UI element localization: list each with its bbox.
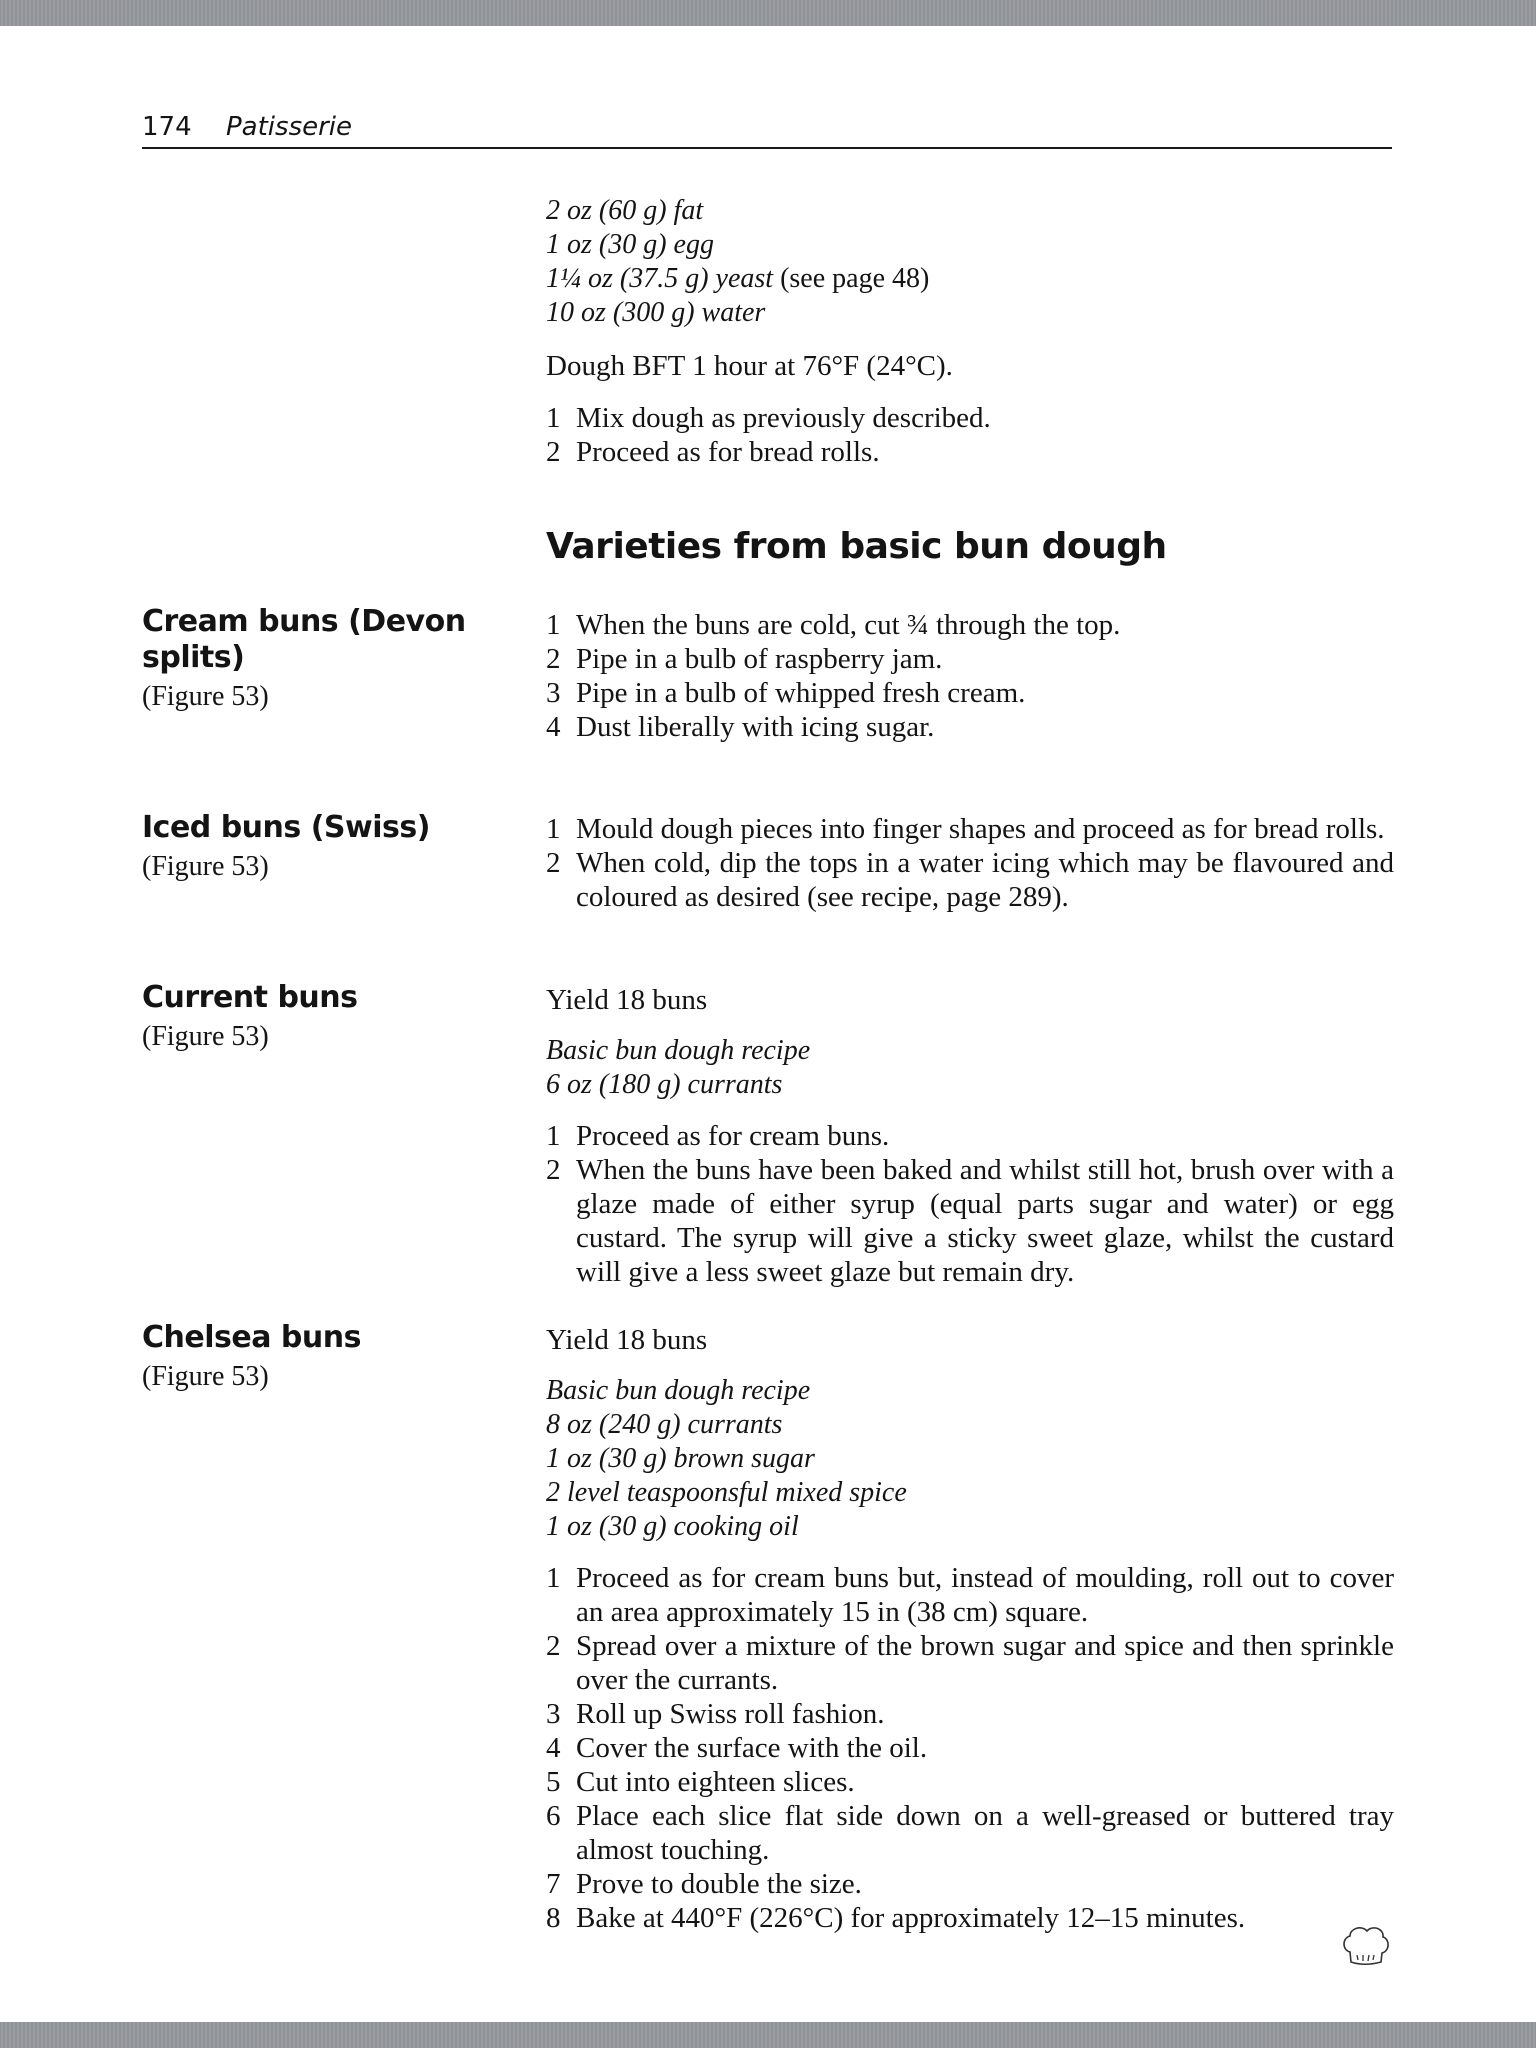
yield-line: Yield 18 buns [546, 1324, 708, 1356]
recipe-title: Cream buns (Devon splits) [142, 604, 466, 675]
ingredient-line: 8 oz (240 g) currants [546, 1409, 783, 1440]
ingredient-line: 10 oz (300 g) water [546, 297, 766, 328]
method-step: 6 Place each slice flat side down on a well-greased or buttered tray almost touching. [546, 1800, 1394, 1866]
ingredient-line: 1 oz (30 g) cooking oil [546, 1511, 799, 1542]
method-step: 2 Proceed as for bread rolls. [546, 436, 880, 468]
current-buns-steps [546, 1119, 1394, 1289]
running-title: Patisserie [226, 112, 353, 142]
method-step: 1 Proceed as for cream buns. [546, 1120, 890, 1152]
yield-line: Yield 18 buns [546, 984, 708, 1016]
figure-reference: (Figure 53) [142, 681, 269, 712]
recipe-title-chelsea-buns [142, 1320, 482, 1394]
page-header [142, 110, 1392, 150]
top-ingredients [546, 194, 1394, 330]
recipe-title: Iced buns (Swiss) [142, 810, 430, 845]
chelsea-buns-ingredients [546, 1374, 1394, 1544]
ingredient-line: 2 oz (60 g) fat [546, 195, 704, 226]
method-step: 7 Prove to double the size. [546, 1868, 862, 1900]
recipe-title-current-buns [142, 980, 482, 1054]
figure-reference: (Figure 53) [142, 1021, 269, 1052]
figure-reference: (Figure 53) [142, 1361, 269, 1392]
recipe-title: Current buns [142, 980, 358, 1015]
method-step: 4 Dust liberally with icing sugar. [546, 711, 935, 743]
cream-buns-steps [546, 608, 1394, 744]
method-step: 1 Mix dough as previously described. [546, 402, 991, 434]
chelsea-buns-steps [546, 1561, 1394, 1935]
method-step: 2 When the buns have been baked and whilst still hot, brush over with a glaze made of either syrup (equal parts sugar and water) or egg custard. The syrup will give a sticky sweet glaze, whilst the custard will give a less sweet glaze but remain dry. [546, 1154, 1394, 1288]
chef-hat-icon [1340, 1922, 1392, 1968]
method-step: 2 Spread over a mixture of the brown sugar and spice and then sprinkle over the currants. [546, 1630, 1394, 1696]
figure-reference: (Figure 53) [142, 851, 269, 882]
method-step: 2 When cold, dip the tops in a water icing which may be flavoured and coloured as desired (see recipe, page 289). [546, 847, 1394, 913]
recipe-title-cream-buns [142, 604, 482, 714]
recipe-title-iced-buns [142, 810, 482, 884]
method-step: 1 Mould dough pieces into finger shapes and proceed as for bread rolls. [546, 813, 1385, 845]
method-step: 8 Bake at 440°F (226°C) for approximately 12–15 minutes. [546, 1902, 1246, 1934]
method-step: 5 Cut into eighteen slices. [546, 1766, 855, 1798]
header-rule [142, 147, 1392, 149]
ingredient-line: 2 level teaspoonsful mixed spice [546, 1477, 907, 1508]
method-step: 2 Pipe in a bulb of raspberry jam. [546, 643, 943, 675]
iced-buns-steps [546, 812, 1394, 914]
method-step: 3 Roll up Swiss roll fashion. [546, 1698, 885, 1730]
method-step: 4 Cover the surface with the oil. [546, 1732, 928, 1764]
section-heading: Varieties from basic bun dough [546, 526, 1167, 567]
ingredient-line: Basic bun dough recipe [546, 1375, 811, 1406]
page-number: 174 [142, 112, 192, 142]
viewer-bottom-bar [0, 2022, 1536, 2048]
dough-note: Dough BFT 1 hour at 76°F (24°C). [546, 350, 953, 382]
ingredient-line: Basic bun dough recipe [546, 1035, 811, 1066]
method-step: 1 Proceed as for cream buns but, instead of moulding, roll out to cover an area approximately 15 in (38 cm) square. [546, 1562, 1394, 1628]
ingredient-line: 1¼ oz (37.5 g) yeast (see page 48) [546, 263, 930, 294]
current-buns-ingredients [546, 1034, 1394, 1102]
ingredient-line: 1 oz (30 g) egg [546, 229, 714, 260]
method-step: 1 When the buns are cold, cut ¾ through the top. [546, 609, 1121, 641]
top-steps [546, 401, 1394, 469]
ingredient-line: 6 oz (180 g) currants [546, 1069, 783, 1100]
method-step: 3 Pipe in a bulb of whipped fresh cream. [546, 677, 1026, 709]
viewer-top-bar [0, 0, 1536, 26]
recipe-title: Chelsea buns [142, 1320, 361, 1355]
ingredient-line: 1 oz (30 g) brown sugar [546, 1443, 815, 1474]
